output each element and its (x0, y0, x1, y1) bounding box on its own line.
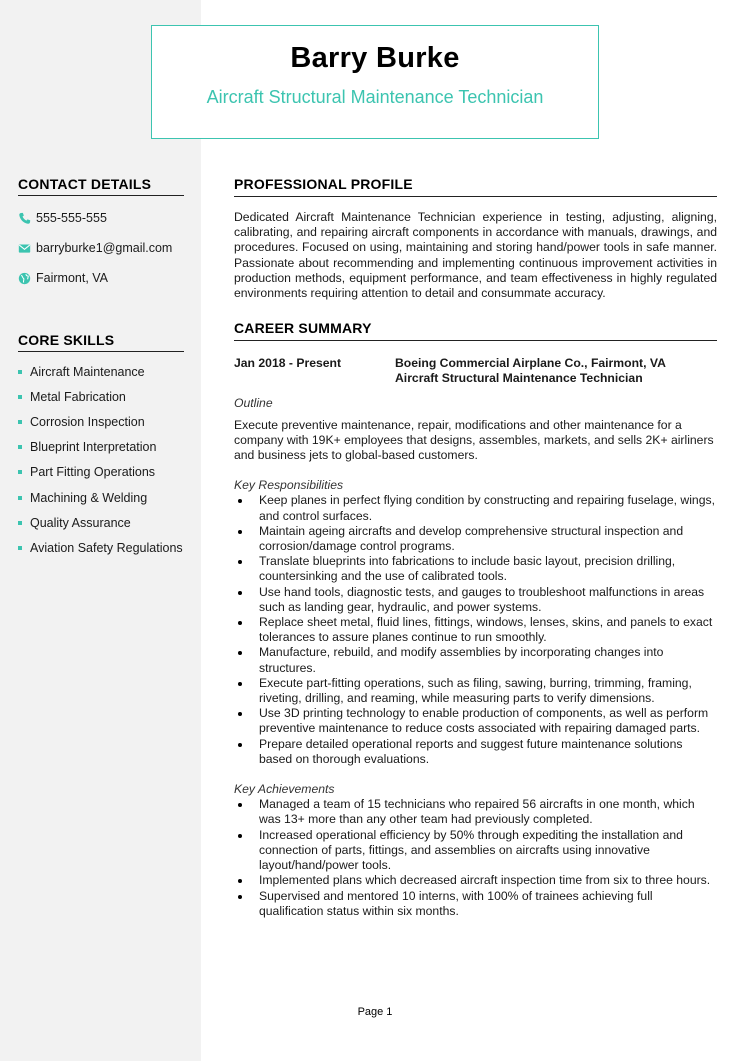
page-number: Page 1 (357, 1006, 393, 1018)
square-bullet-icon (18, 370, 22, 374)
bullet-dot-icon (238, 530, 242, 534)
square-bullet-icon (18, 470, 22, 474)
skills-list (18, 359, 184, 561)
career-heading: CAREER SUMMARY (234, 320, 717, 341)
responsibility-item: Manufacture, rebuild, and modify assemblies by incorporating changes into structures. (234, 645, 717, 675)
bullet-dot-icon (238, 895, 242, 899)
responsibility-item: Execute part-fitting operations, such as filing, sawing, burring, trimming, framing, riveting, drilling, and reaming, while measuring parts to verify dimensions. (234, 676, 717, 706)
bullet-dot-icon (238, 803, 242, 807)
achievement-item: Supervised and mentored 10 interns, with 100% of trainees achieving full qualification status within six months. (234, 889, 717, 919)
career-section (234, 320, 717, 919)
skill-item: Aviation Safety Regulations (18, 535, 184, 560)
globe-icon (18, 272, 31, 285)
skill-item: Corrosion Inspection (18, 409, 184, 434)
contact-heading: CONTACT DETAILS (18, 176, 184, 196)
responsibility-item: Use 3D printing technology to enable production of components, as well as perform preventive maintenance to reduce costs associated with repairing damaged parts. (234, 706, 717, 736)
profile-section (234, 176, 717, 301)
bullet-dot-icon (238, 879, 242, 883)
achievements-label: Key Achievements (234, 782, 335, 797)
skill-item: Blueprint Interpretation (18, 435, 184, 460)
contact-location (18, 263, 184, 293)
skill-item: Metal Fabrication (18, 384, 184, 409)
bullet-dot-icon (238, 651, 242, 655)
responsibility-item: Maintain ageing aircrafts and develop comprehensive structural inspection and corrosion/damage control programs. (234, 524, 717, 554)
outline-text: Execute preventive maintenance, repair, modifications and other maintenance for a company with 19K+ employees that designs, assembles, markets, and sells 2K+ airliners and business jets to global-based customers. (234, 417, 714, 463)
achievement-item: Implemented plans which decreased aircraft inspection time from six to three hours. (234, 873, 717, 888)
contact-list (18, 203, 184, 293)
square-bullet-icon (18, 521, 22, 525)
skills-heading: CORE SKILLS (18, 332, 184, 352)
bullet-dot-icon (238, 591, 242, 595)
responsibility-item: Keep planes in perfect flying condition by constructing and repairing fuselage, wings, and control surfaces. (234, 493, 717, 523)
job-dates: Jan 2018 - Present (234, 356, 342, 370)
phone-icon (18, 212, 31, 225)
responsibility-item: Translate blueprints into fabrications to include basic layout, precision drilling, countersinking and the use of calibrated tools. (234, 554, 717, 584)
job-role: Aircraft Structural Maintenance Technician (395, 371, 643, 386)
contact-phone (18, 203, 184, 233)
profile-text: Dedicated Aircraft Maintenance Technician experience in testing, adjusting, aligning, calibrating, and repairing aircraft components in accordance with manuals, drawings, and procedures. Focused on using, maintaining and storing hand/power tools in safe manner. Passionate about recommending and implementing continuous improvement activities in production methods, equipment performance, and team effectiveness in highly regulated environments requiring attention to detail and consummate accuracy. (234, 210, 717, 301)
responsibility-item: Use hand tools, diagnostic tests, and gauges to troubleshoot malfunctions in areas such as landing gear, hydraulic, and power systems. (234, 585, 717, 615)
square-bullet-icon (18, 420, 22, 424)
skill-item: Aircraft Maintenance (18, 359, 184, 384)
square-bullet-icon (18, 496, 22, 500)
email-icon (18, 242, 31, 255)
bullet-dot-icon (238, 712, 242, 716)
candidate-name: Barry Burke (290, 42, 460, 74)
achievements-list (234, 797, 717, 919)
responsibility-item: Replace sheet metal, fluid lines, fittings, windows, lenses, skins, and panels to exact tolerances to assure planes continue to run smoothly. (234, 615, 717, 645)
job-header-row (234, 356, 717, 371)
square-bullet-icon (18, 546, 22, 550)
achievement-item: Increased operational efficiency by 50% through expediting the installation and connection of parts, fittings, and assemblies on aircrafts using innovative layout/hand/power tools. (234, 828, 717, 874)
job-role-row (234, 371, 717, 386)
responsibility-item: Prepare detailed operational reports and suggest future maintenance solutions based on thorough evaluations. (234, 737, 717, 767)
bullet-dot-icon (238, 834, 242, 838)
job-entry (234, 356, 717, 919)
profile-heading: PROFESSIONAL PROFILE (234, 176, 717, 197)
header-box (151, 25, 599, 139)
skill-item: Quality Assurance (18, 510, 184, 535)
skill-item: Part Fitting Operations (18, 460, 184, 485)
bullet-dot-icon (238, 621, 242, 625)
contact-email (18, 233, 184, 263)
square-bullet-icon (18, 445, 22, 449)
candidate-title: Aircraft Structural Maintenance Technician (206, 87, 544, 107)
achievement-item: Managed a team of 15 technicians who repaired 56 aircrafts in one month, which was 13+ more than any other team had previously completed. (234, 797, 717, 827)
contact-location-text: Fairmont, VA (36, 271, 109, 285)
bullet-dot-icon (238, 499, 242, 503)
outline-label: Outline (234, 396, 273, 411)
bullet-dot-icon (238, 560, 242, 564)
bullet-dot-icon (238, 682, 242, 686)
job-company: Boeing Commercial Airplane Co., Fairmont, VA (395, 356, 666, 370)
contact-phone-text: 555-555-555 (36, 211, 107, 225)
responsibilities-list (234, 493, 717, 767)
skills-section (18, 332, 184, 561)
bullet-dot-icon (238, 743, 242, 747)
contact-email-text: barryburke1@gmail.com (36, 241, 173, 255)
skill-item: Machining & Welding (18, 485, 184, 510)
square-bullet-icon (18, 395, 22, 399)
contact-section (18, 176, 184, 293)
responsibilities-label: Key Responsibilities (234, 478, 344, 493)
